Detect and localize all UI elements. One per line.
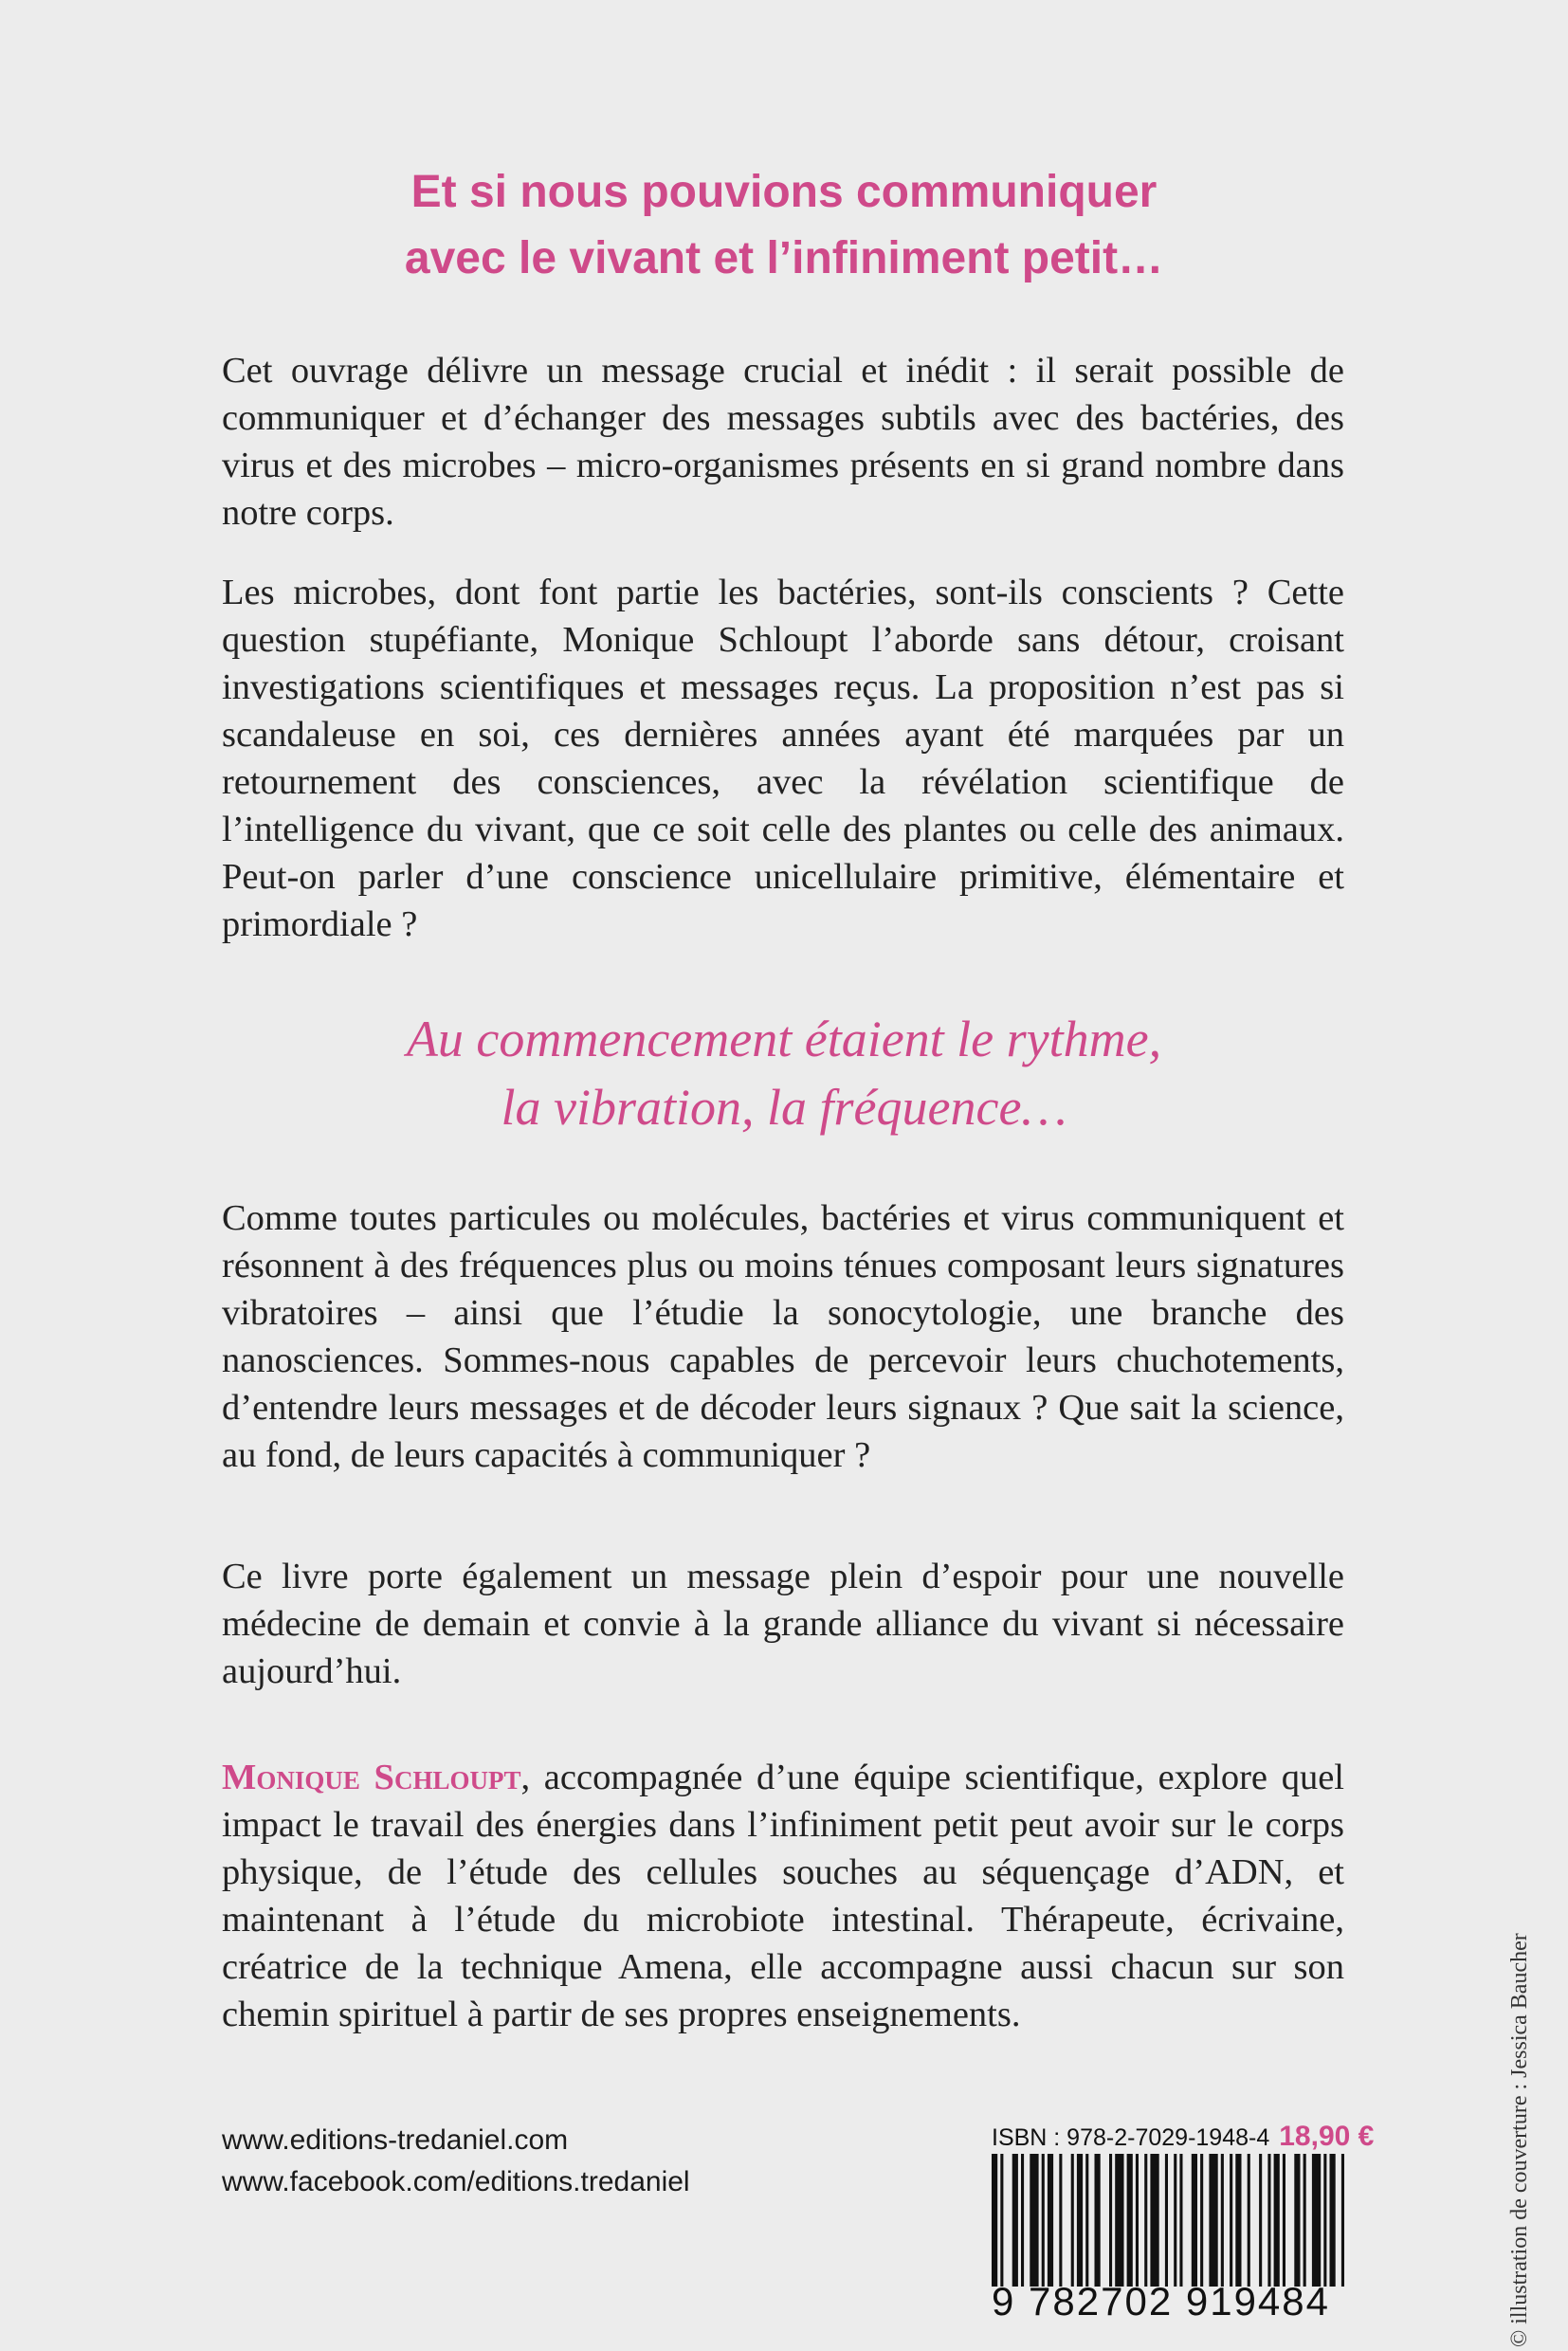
barcode-digits: 9 782702 919484 (992, 2279, 1330, 2324)
headline-line-2: avec le vivant et l’infiniment petit… (404, 233, 1164, 283)
barcode-icon (992, 2154, 1344, 2287)
barcode-bar (992, 2154, 997, 2287)
barcode-bar (1165, 2154, 1168, 2287)
barcode-bar (1012, 2154, 1018, 2287)
barcode-bar (1000, 2154, 1003, 2287)
barcode-bar (1192, 2154, 1197, 2287)
barcode-bar (1312, 2154, 1321, 2287)
barcode-bar (1095, 2154, 1101, 2287)
publisher-links (222, 2120, 690, 2203)
barcode-bar (1248, 2154, 1250, 2287)
author-bio-text: , accompagnée d’une équipe scientifique, explore quel impact le travail des énergies dans l’infiniment petit peut avoir sur le corps physique, de l’étude des cellules souches au séquençage d’ADN, et maintenant à l’étude du microbiote intestinal. Thérapeute, écrivaine, créatrice de la technique Amena, elle accompagne aussi chacun sur son chemin spirituel à partir de ses propres enseignements. (222, 1758, 1345, 2034)
barcode-bar (1136, 2154, 1139, 2287)
barcode-bar (1059, 2154, 1062, 2287)
barcode-bar (1230, 2154, 1232, 2287)
barcode-bar (1077, 2154, 1083, 2287)
barcode-bar (1283, 2154, 1285, 2287)
barcode-bar (1042, 2154, 1045, 2287)
barcode-bar (1115, 2154, 1123, 2287)
barcode-bar (1267, 2154, 1270, 2287)
barcode-bar (1341, 2154, 1344, 2287)
paragraph-microbes: Les microbes, dont font partie les bactéries, sont-ils conscients ? Cette question stupéfiante, Monique Schloupt l’aborde sans détour, croisant investigations scientifiques et messages reçus. La proposition n’est pas si scandaleuse en soi, ces dernières années ayant été marquées par un retournement des consciences, avec la révélation scientifique de l’intelligence du vivant, que ce soit celle des plantes ou celle des animaux. Peut-on parler d’une conscience unicellulaire primitive, élémentaire et primordiale ? (222, 573, 1344, 944)
price: 18,90 € (1279, 2121, 1375, 2152)
barcode-bar (1127, 2154, 1133, 2287)
barcode-bar (1304, 2154, 1306, 2287)
barcode-block (992, 2120, 1375, 2324)
isbn-line (992, 2120, 1375, 2154)
isbn: ISBN : 978-2-7029-1948-4 (992, 2124, 1270, 2151)
barcode-bar (1323, 2154, 1326, 2287)
barcode-bar (1221, 2154, 1224, 2287)
paragraph-hope: Ce livre porte également un message plein d’espoir pour une nouvelle médecine de demain et convie à la grande alliance du vivant si nécessaire aujourd’hui. (222, 1557, 1344, 1691)
barcode-bar (1071, 2154, 1074, 2287)
barcode-bar (1259, 2154, 1262, 2287)
barcode-bar (1179, 2154, 1182, 2287)
paragraph-intro: Cet ouvrage délivre un message crucial et inédit : il serait possible de communiquer et d’échanger des messages subtils avec des bactéries, des virus et des microbes – micro-organismes présents en si grand nombre dans notre corps. (222, 351, 1344, 533)
barcode-bar (1200, 2154, 1203, 2287)
barcode-bar (1274, 2154, 1280, 2287)
barcode-bar (1021, 2154, 1024, 2287)
author-name: Monique Schloupt (222, 1758, 521, 1797)
barcode-bar (1150, 2154, 1158, 2287)
barcode-bar (1209, 2154, 1217, 2287)
headline-line-1: Et si nous pouvions communiquer (410, 167, 1158, 217)
barcode-bar (1048, 2154, 1053, 2287)
pull-quote (190, 1005, 1378, 1141)
barcode-bar (1109, 2154, 1112, 2287)
pull-quote-line-1: Au commencement étaient le rythme, (406, 1011, 1162, 1067)
barcode-bar (1235, 2154, 1241, 2287)
barcode-bar (1144, 2154, 1147, 2287)
paragraph-frequencies: Comme toutes particules ou molécules, bactéries et virus communiquent et résonnent à des fréquences plus ou moins ténues composant leurs signatures vibratoires – ainsi que l’étudie la sonocytologie, une branche des nanosciences. Sommes-nous capables de percevoir leurs chuchotements, d’entendre leurs messages et de décoder leurs signaux ? Que sait la science, au fond, de leurs capacités à communiquer ? (222, 1198, 1344, 1475)
barcode-bar (1174, 2154, 1176, 2287)
barcode-bar (1085, 2154, 1088, 2287)
barcode-bar (1030, 2154, 1038, 2287)
barcode-bar (1294, 2154, 1300, 2287)
pull-quote-line-2: la vibration, la fréquence… (501, 1079, 1067, 1136)
facebook-link[interactable]: www.facebook.com/editions.tredaniel (222, 2166, 690, 2197)
author-bio (222, 1754, 1344, 2038)
illustration-credit: © illustration de couverture : Jessica Baucher (1507, 1933, 1532, 2347)
barcode-bar (1330, 2154, 1336, 2287)
website-link[interactable]: www.editions-tredaniel.com (222, 2124, 569, 2156)
headline (190, 159, 1378, 292)
